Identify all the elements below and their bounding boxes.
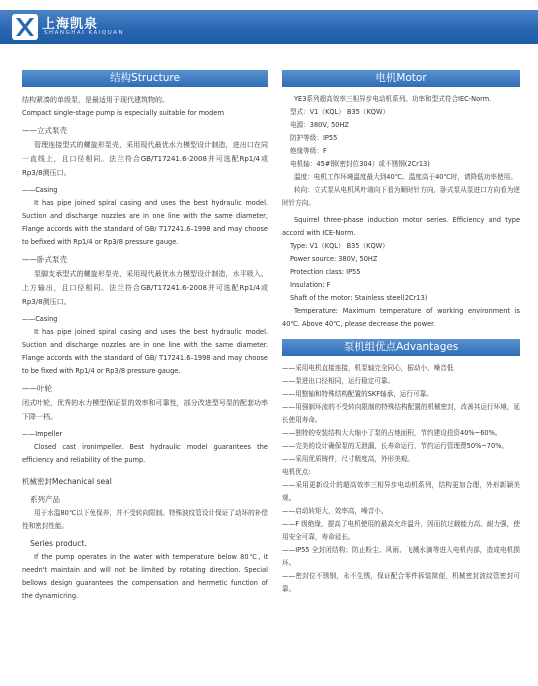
advantage-item: ——采用更新设计的超高效率三相异步电动机系列，结构更加合理，外形新颖美观。 [282,481,520,502]
motor-en-intro: Squirrel three-phase induction motor series. Efficiency and type accord with ICE-Norm. [282,216,520,237]
impeller-en-body: Closed cast ironimpeller. Best hydraulic model guarantees the efficiency and reliability of the pump. [22,443,268,464]
motor-cn-line: 温度：电机工作环境温度最大到40℃。温度高于40℃时，请降低功率使用。 [294,173,517,181]
motor-title: 电机Motor [282,70,520,87]
motor-cn-line: 电机轴：45#钢(密封位304）或不锈钢(2Cr13) [290,160,430,168]
motor-cn-line: YE3系列超高效率三相异步电动机系列。功率和型式符合IEC-Norm. [294,95,492,103]
motor-cn-line: 型式：V1（KQL） B35（KQW） [290,108,390,116]
horizontal-casing-cn-body: 泵脚支承型式的螺旋形泵壳，采用现代最优水力模型设计制造，水平吸入、上方输出，且口径相同。法兰符合GB/T17241.6-2008并可选配Rp1/4或Rp3/8测压口。 [22,270,268,306]
motor-en-line: Insulation: F [290,281,331,289]
casing-body-2: It has pipe joined spiral casing and uses the best hydraulic model. Suction and discharge nozzles are in one line with the same diameter. Flange accords with the standard of GB/ T17241.6–1998 and may choose to be fixed with Rp1/4 or Rp3/8 pressure gauge. [22,328,268,375]
casing-head-2: ——Casing [22,315,58,323]
advantages-title: 泵机组优点Advantages [282,339,520,356]
advantage-item: ——IP55 全封闭结构；防止粉尘、风雨、飞溅水滴等进入电机内部，造成电机损坏。 [282,546,520,567]
brand-name-cn: 上海凯泉 [42,17,99,32]
casing-head-1: ——Casing [22,186,58,194]
advantage-item: ——完美的设计确保泵的无泄漏，长寿命运行，节约运行管理费50%~70%。 [282,442,509,450]
motor-cn-line: 绝缘等级：F [290,147,327,155]
motor-cn-line: 转向：立式泵从电机风叶端向下看为顺时针方向，卧式泵从泵进口方向看为逆时针方向。 [282,186,520,207]
series-en-body: If the pump operates in the water with temperature below 80℃, it needn't maintain and will not be limited by rotating direction. Special bellows design guarantees the compensation and hermetic function of the dynamicring. [22,553,268,600]
series-cn-body: 用于水温80℃以下免保养，并不受转向限制。特殊波纹管设计保证了动环的补偿性和密封性能。 [22,509,268,530]
motor-en-line: Type: V1（KQL） B35（KQW） [290,242,389,250]
motor-en-line: Protection class: IP55 [290,268,361,276]
impeller-en-head: ——Impeller [22,430,63,438]
brand-name-en: SHANGHAI KAIQUAN [44,30,125,36]
motor-en-line: Power source: 380V, 50HZ [290,255,378,263]
advantage-item: ——采用电机直接连接，机泵轴完全同心，振动小、噪音低 [282,364,454,372]
structure-intro-cn: 结构紧凑的单级泵，是最适用于现代建筑物的。 [22,96,169,104]
mechanical-seal-head: 机械密封Mechanical seal [22,477,112,486]
advantage-item: ——用整轴和特殊结构配置的SKF轴承，运行可靠。 [282,390,433,398]
casing-body-1: It has pipe joined spiral casing and uses the best hydraulic model. Suction and discharge nozzles are in one line with the same diameter, Flange accords with the standard of GB/ T17241.6–1998 and may choose to befixed with Rp1/4 or Rp3/8 pressure gauge. [22,199,268,246]
advantage-item: ——独特的安装结构大大缩小了泵的占地面积，节约建设投资40%~60%。 [282,429,502,437]
motor-cn-line: 防护等级：IP55 [290,134,338,142]
series-en-head: Series product. [30,539,87,548]
page-header [0,0,538,52]
motor-en-line: Shaft of the motor: Stainless steel(2Cr13) [290,294,428,302]
vertical-casing-cn-body: 管理连接型式的螺旋形泵壳，采用现代最优水力模型设计制造，进出口在同一直线上，且口径相同。法兰符合GB/T17241.6-2008并可选配Rp1/4或Rp3/8测压口。 [22,141,268,177]
advantage-item: ——密封位不锈钢，永不生锈，保证配合零件拆装简便，机械密封波纹管密封可靠。 [282,572,520,593]
motor-column [282,70,520,596]
horizontal-casing-cn-head: ——卧式泵壳 [22,255,67,264]
vertical-casing-cn-head: ——立式泵壳 [22,126,67,135]
impeller-cn-head: ——叶轮 [22,384,52,393]
advantage-item: ——用强制环流的不受转向限制的特殊结构配置的机械密封，改善其运行环境，延长使用寿命。 [282,403,520,424]
impeller-cn-body: 闭式叶轮，优秀的水力模型保证泵的效率和可靠性，部分改进型号泵的配套功率下降一档。 [22,399,268,421]
motor-advantages-label: 电机优点: [282,468,311,476]
structure-title: 结构Structure [22,70,268,87]
advantage-item: ——采用优质铸件，尺寸精度高，外形美观。 [282,455,414,463]
advantage-item: ——启动转矩大，效率高，噪音小。 [282,507,388,515]
advantage-item: ——泵进出口径相同，运行稳定可靠。 [282,377,395,385]
advantage-item: ——F 级绝缘，提高了电机使用的最高允许温升，因而抗过载能力高、耐力强，使用安全可靠，寿命延长。 [282,520,520,541]
motor-en-line: Temperature: Maximum temperature of working environment is 40℃. Above 40℃, please decrease the power. [282,307,520,328]
structure-column [22,70,268,603]
motor-cn-line: 电源：380V, 50HZ [290,121,349,129]
kaiquan-logo-icon [12,14,38,40]
series-cn-head: 系列产品 [30,495,60,504]
structure-intro-en: Compact single-stage pump is especially suitable for modern [22,109,225,117]
